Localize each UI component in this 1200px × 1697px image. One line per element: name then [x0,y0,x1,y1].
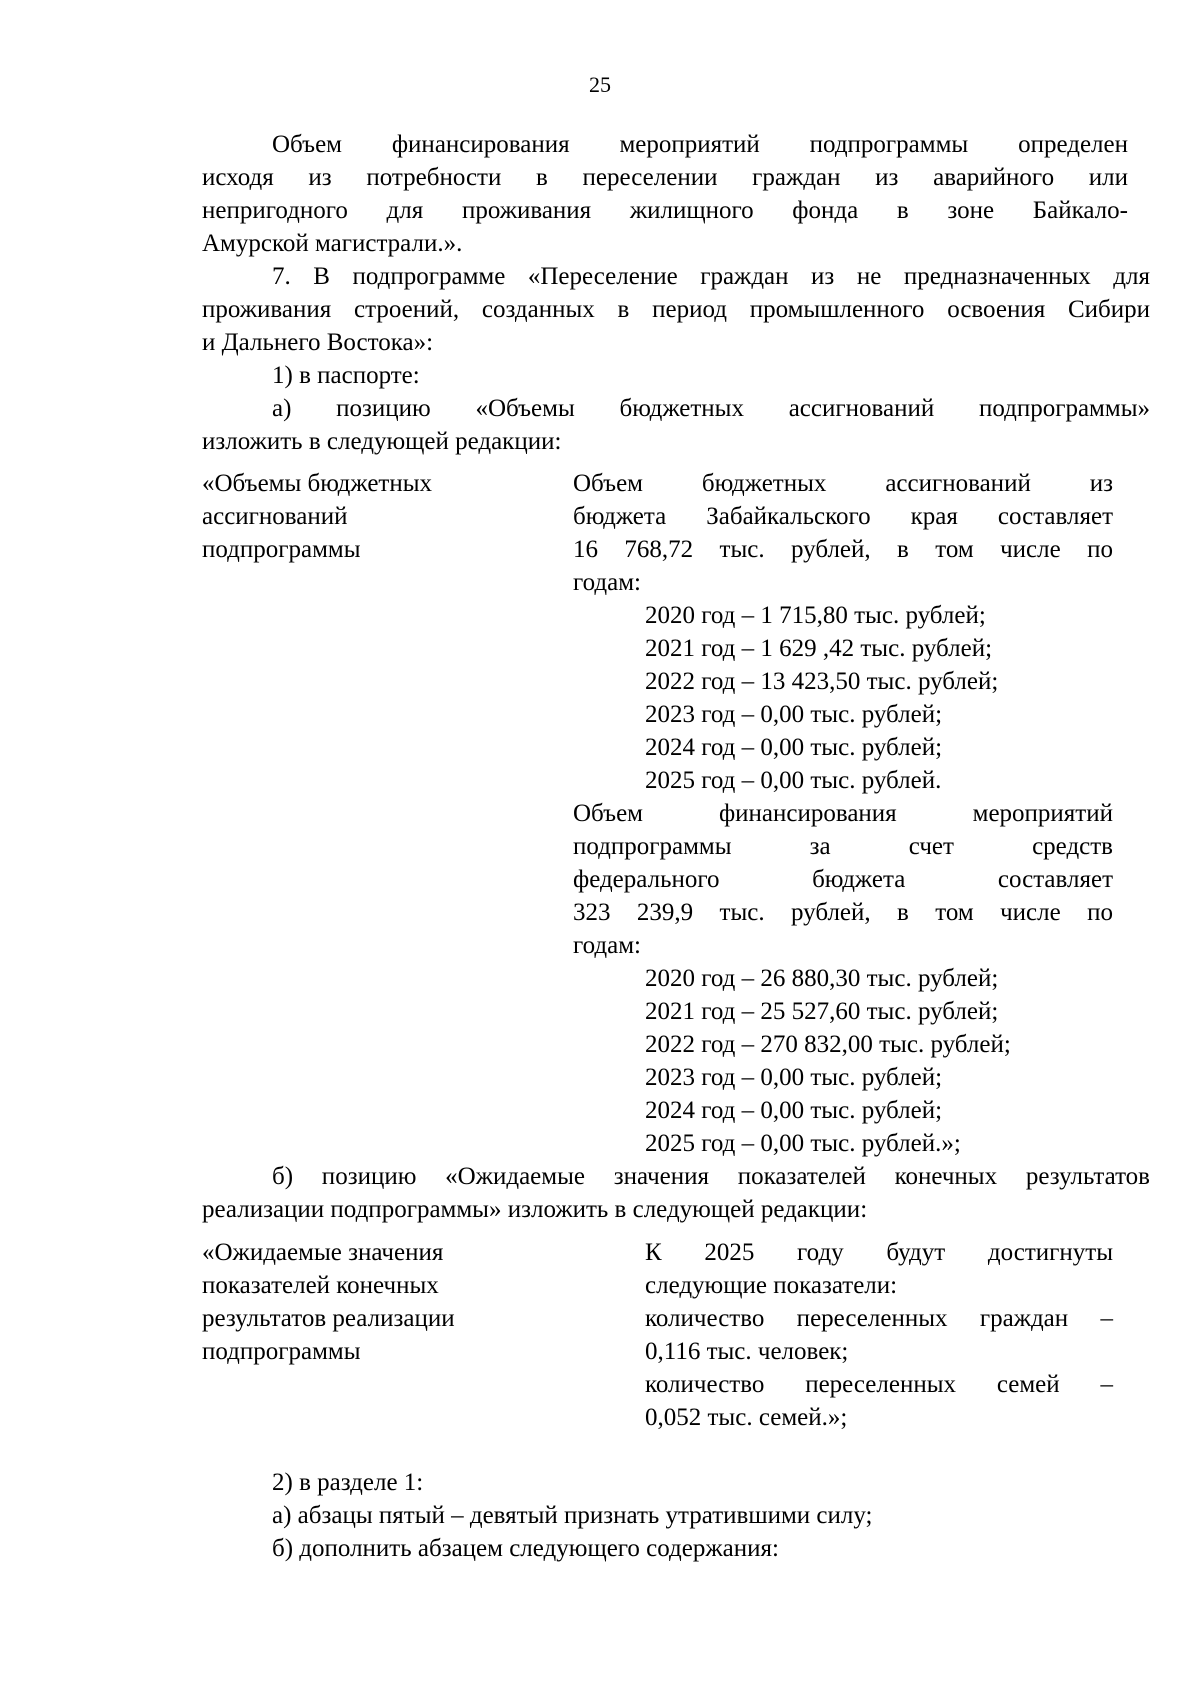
text-line: 2) в разделе 1: [272,1469,424,1496]
text-line: 16 768,72 тыс. рублей, в том числе по [573,536,1113,563]
page-number: 25 [589,72,611,97]
text-line: «Ожидаемые значения [202,1239,444,1266]
table1-left-cell [202,467,532,566]
year-line: 2021 год – 25 527,60 тыс. рублей; [645,998,999,1025]
text-line: федерального бюджета составляет [573,866,1113,893]
text-line: 323 239,9 тыс. рублей, в том числе по [573,899,1113,926]
paragraph-position-b [202,1160,1150,1226]
year-line: 2025 год – 0,00 тыс. рублей.»; [645,1130,961,1157]
text-line: 7. В подпрограмме «Переселение граждан из не предназначенных для [272,263,1150,290]
text-line: показателей конечных [202,1272,439,1299]
year-line: 2025 год – 0,00 тыс. рублей. [645,767,942,794]
text-line: б) дополнить абзацем следующего содержания: [272,1535,779,1562]
text-line: Амурской магистрали.». [202,230,463,257]
table2-left-cell [202,1236,532,1368]
paragraph-funding-basis [202,128,1128,260]
text-line: подпрограммы [202,536,361,563]
year-line: 2021 год – 1 629 ,42 тыс. рублей; [645,635,993,662]
text-line: реализации подпрограммы» изложить в следующей редакции: [202,1196,868,1223]
year-line: 2023 год – 0,00 тыс. рублей; [645,1064,943,1091]
text-line: изложить в следующей редакции: [202,428,562,455]
paragraph-passport: 1) в паспорте: [272,362,420,389]
year-line: 2024 год – 0,00 тыс. рублей; [645,734,943,761]
year-line: 2020 год – 1 715,80 тыс. рублей; [645,602,986,629]
text-line: а) абзацы пятый – девятый признать утратившими силу; [272,1502,873,1529]
text-line: а) позицию «Объемы бюджетных ассигнований подпрограммы» [272,395,1150,422]
year-line: 2022 год – 13 423,50 тыс. рублей; [645,668,999,695]
section-1-paragraphs [272,1466,872,1565]
text-line: 0,052 тыс. семей.»; [645,1404,848,1431]
text-line: следующие показатели: [645,1272,898,1299]
text-line: ассигнований [202,503,348,530]
text-line: и Дальнего Востока»: [202,329,434,356]
text-line: количество переселенных граждан – [645,1305,1113,1332]
table2-right-cell [645,1236,1113,1434]
text-line: проживания строений, созданных в период промышленного освоения Сибири [202,296,1150,323]
text-line: результатов реализации [202,1305,455,1332]
text-line: «Объемы бюджетных [202,470,433,497]
text-line: Объем бюджетных ассигнований из [573,470,1113,497]
year-line: 2022 год – 270 832,00 тыс. рублей; [645,1031,1011,1058]
text-line: подпрограммы [202,1338,361,1365]
text-line: бюджета Забайкальского края составляет [573,503,1113,530]
text-line: непригодного для проживания жилищного фонда в зоне Байкало- [202,197,1128,224]
text-line: годам: [573,932,641,959]
text-line: К 2025 году будут достигнуты [645,1239,1113,1266]
text-line: б) позицию «Ожидаемые значения показателей конечных результатов [272,1163,1150,1190]
text-line: годам: [573,569,641,596]
text-line: количество переселенных семей – [645,1371,1113,1398]
table1-right-cell [573,467,1113,1160]
text-line: Объем финансирования мероприятий [573,800,1113,827]
text-line: подпрограммы за счет средств [573,833,1113,860]
text-line: исходя из потребности в переселении граждан из аварийного или [202,164,1128,191]
paragraph-position-a [202,392,1150,458]
year-line: 2023 год – 0,00 тыс. рублей; [645,701,943,728]
year-line: 2020 год – 26 880,30 тыс. рублей; [645,965,999,992]
text-line: Объем финансирования мероприятий подпрограммы определен [272,131,1128,158]
text-line: 0,116 тыс. человек; [645,1338,849,1365]
year-line: 2024 год – 0,00 тыс. рублей; [645,1097,943,1124]
paragraph-subprogram-7 [202,260,1150,359]
